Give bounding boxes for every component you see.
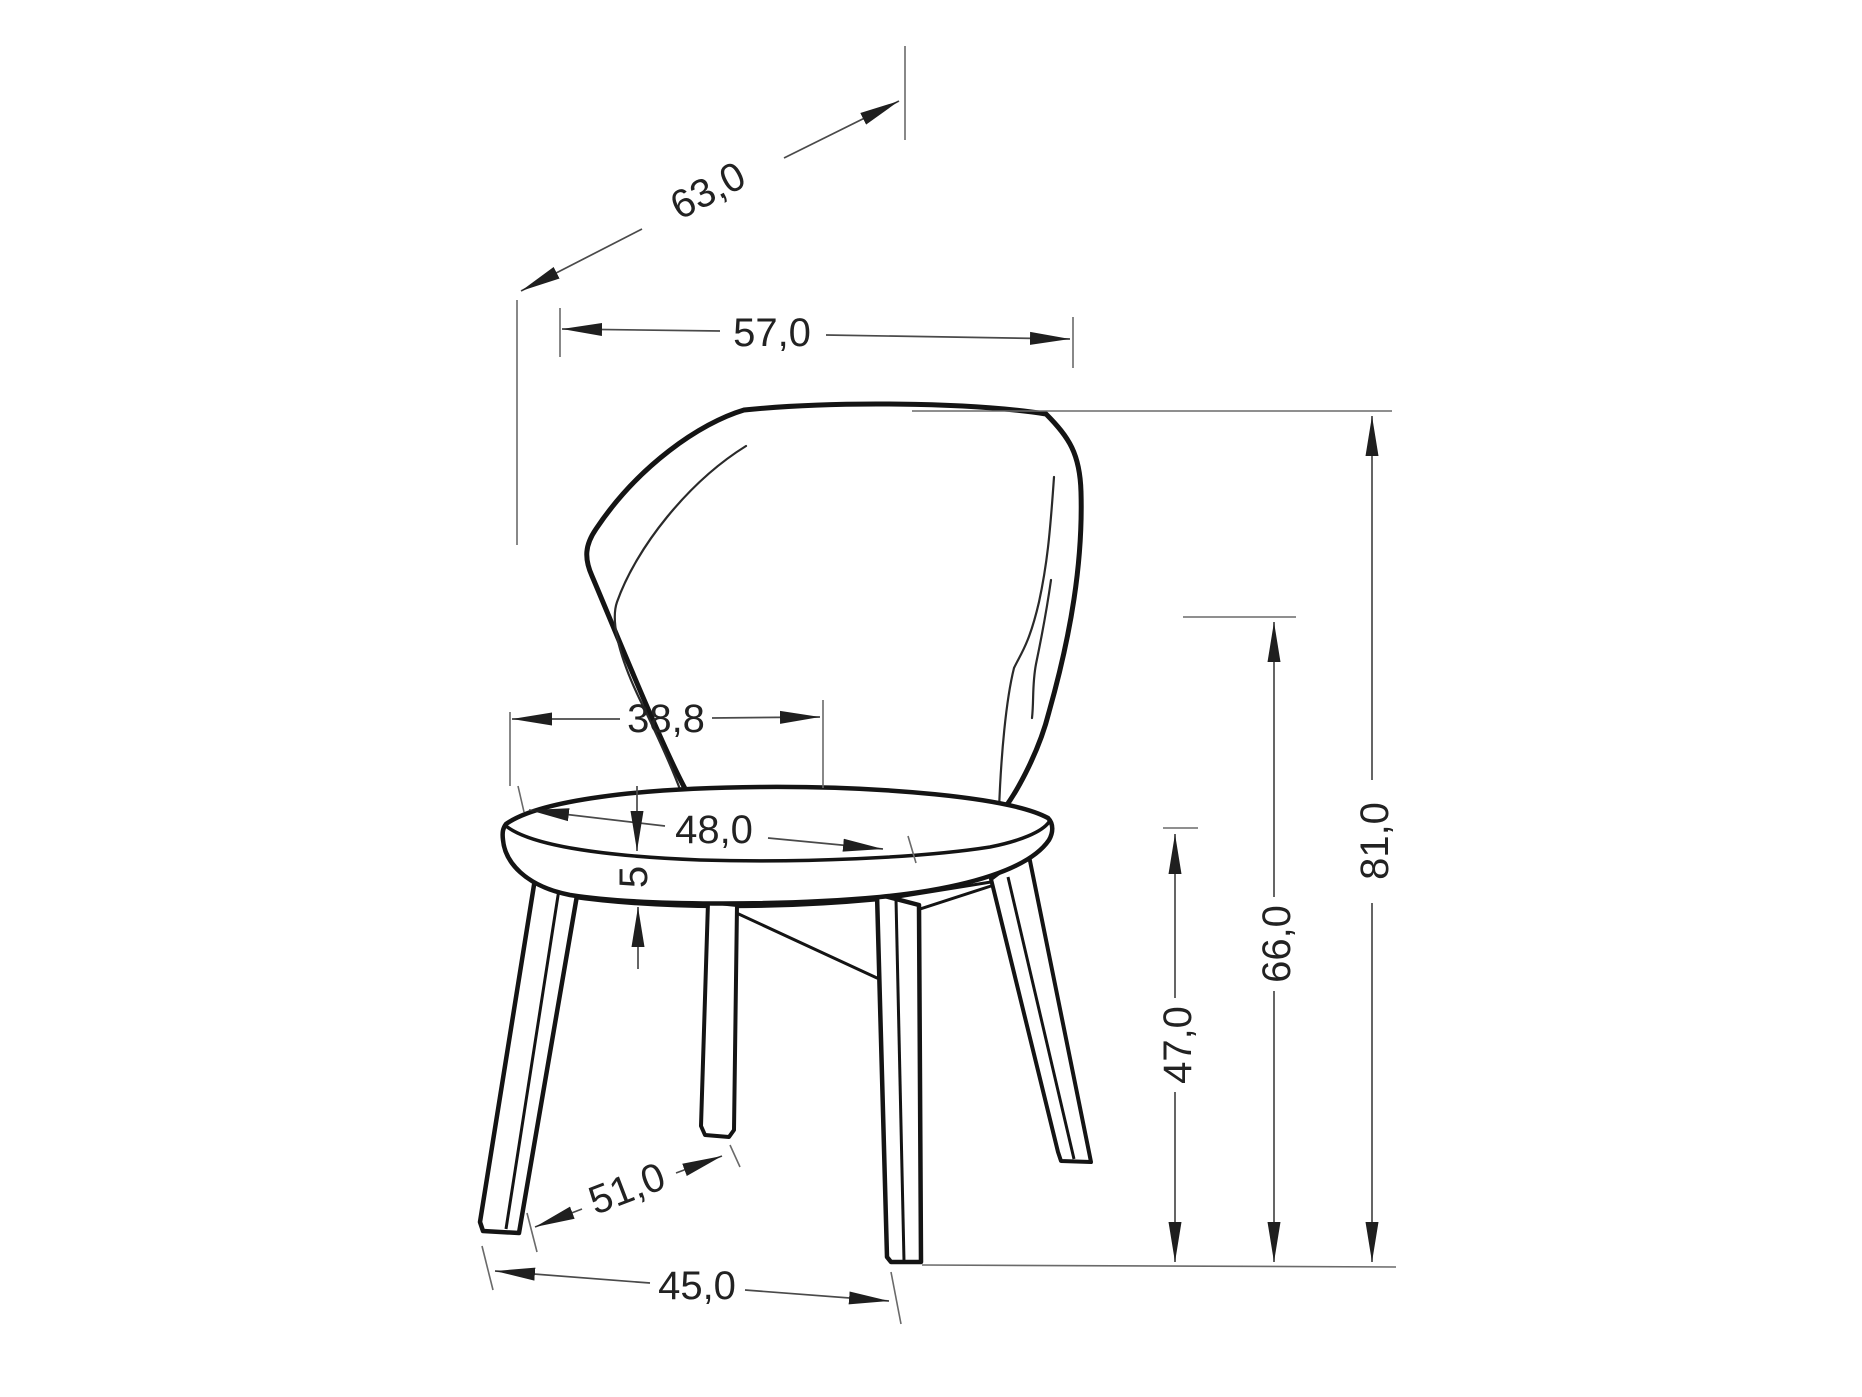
leg-back-left [701, 902, 737, 1137]
dimension-front-span-45 [482, 1246, 901, 1324]
backrest-seam-right-2 [1032, 580, 1051, 718]
extension-tick [518, 786, 524, 812]
dimension-line [784, 101, 899, 158]
chair-drawing [480, 404, 1091, 1262]
dimension-mid-height-66 [1183, 617, 1299, 1262]
dimension-label-48: 48,0 [675, 808, 753, 852]
extension-tick [482, 1246, 493, 1290]
backrest-outline [587, 404, 1081, 818]
leg-back-right [991, 851, 1091, 1162]
dimension-label-63: 63,0 [663, 153, 753, 229]
dimension-label-57: 57,0 [733, 311, 811, 355]
dimension-line [535, 1209, 582, 1227]
dimension-line [745, 1290, 889, 1301]
dimension-leg-span-51 [527, 1145, 740, 1252]
dimension-line [521, 229, 642, 291]
dimension-width-57 [560, 308, 1073, 368]
extension-tick [891, 1272, 901, 1324]
dimension-label-38-8: 38,8 [627, 697, 705, 741]
backrest-seam-right [999, 477, 1054, 810]
dimension-line [712, 717, 820, 718]
dimension-line [562, 329, 720, 331]
extension-tick [527, 1213, 537, 1252]
ground-line [922, 1265, 1396, 1267]
dimension-line [676, 1156, 722, 1173]
leg-front-left [480, 860, 580, 1233]
dimension-label-45: 45,0 [658, 1264, 736, 1308]
dimension-depth-63 [517, 46, 905, 545]
apron-brace-middle [730, 910, 877, 978]
dimension-label-47: 47,0 [1156, 1006, 1200, 1084]
extension-tick [730, 1145, 740, 1167]
dimension-label-81: 81,0 [1353, 802, 1397, 880]
dimension-backrest-38-8 [510, 697, 823, 788]
dimensions [482, 46, 1397, 1324]
dimension-label-51: 51,0 [582, 1154, 672, 1224]
dimension-line [826, 335, 1070, 339]
dimension-label-66: 66,0 [1255, 905, 1299, 983]
dimension-label-5: 5 [612, 865, 656, 889]
dimension-line [495, 1271, 650, 1283]
dimension-seat-height-47 [1156, 828, 1200, 1262]
